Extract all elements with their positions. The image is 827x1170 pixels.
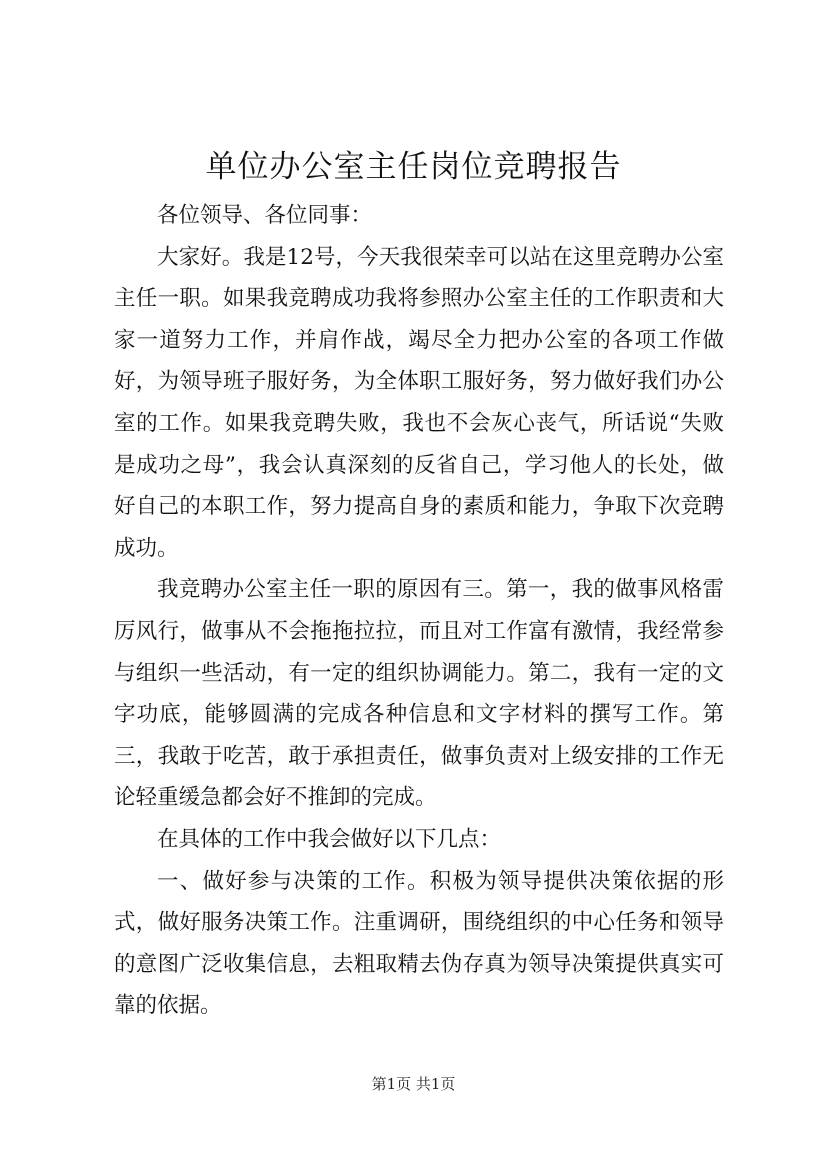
salutation-paragraph: 各位领导、各位同事： — [157, 203, 373, 228]
work-plan-intro-paragraph: 在具体的工作中我会做好以下几点： — [157, 826, 502, 852]
reasons-paragraph: 我竞聘办公室主任一职的原因有三。第一，我的做事风格雷厉风行，做事从不会拖拖拉拉，而且对工作富有激情，我经常参与组织一些活动，有一定的组织协调能力。第二，我有一定的文字功底，能够圆满的完成各种信息和文字材料的撰写工作。第三，我敢于吃苦，敢于承担责任，做事负责对上级安排的工作无论轻重缓急都会好不推卸的完成。 — [114, 577, 724, 811]
document-title: 单位办公室主任岗位竞聘报告 — [205, 149, 622, 185]
document-body — [114, 195, 724, 1027]
page-footer: 第1页 共1页 — [371, 1075, 456, 1093]
introduction-paragraph: 大家好。我是12号，今天我很荣幸可以站在这里竞聘办公室主任一职。如果我竞聘成功我将参照办公室主任的工作职责和大家一道努力工作，并肩作战，竭尽全力把办公室的各项工作做好，为领导班子服好务，为全体职工服好务，努力做好我们办公室的工作。如果我竞聘失败，我也不会灰心丧气，所话说“失败是成功之母”，我会认真深刻的反省自己，学习他人的长处，做好自己的本职工作，努力提高自身的素质和能力，争取下次竞聘成功。 — [114, 244, 724, 561]
work-plan-item-paragraph: 一、做好参与决策的工作。积极为领导提供决策依据的形式，做好服务决策工作。注重调研，围绕组织的中心任务和领导的意图广泛收集信息，去粗取精去伪存真为领导决策提供真实可靠的依据。 — [114, 868, 724, 1019]
